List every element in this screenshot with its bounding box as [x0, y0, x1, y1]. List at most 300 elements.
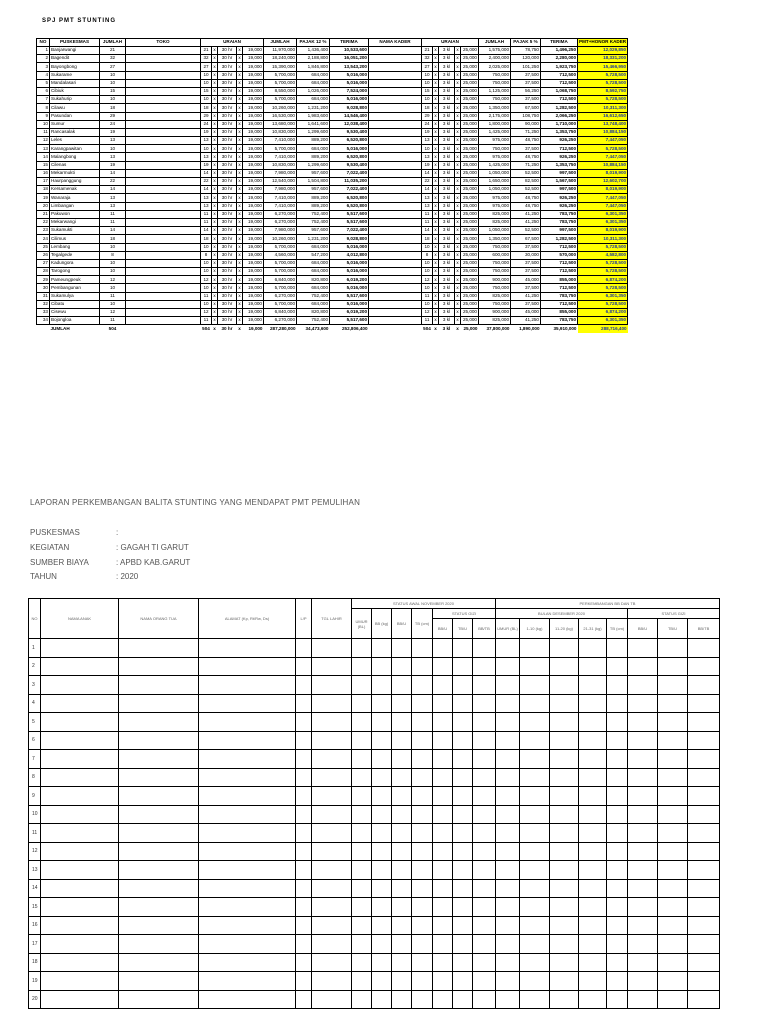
row-jumlah: 10 [100, 284, 126, 292]
report-cell [607, 990, 628, 1009]
row-jumlah: 32 [100, 55, 126, 63]
report-cell [607, 824, 628, 843]
report-cell [312, 990, 352, 1009]
report-cell [658, 713, 688, 732]
row-no: 13 [37, 145, 50, 153]
row-uraian-kader-part: x [455, 112, 461, 120]
table-row [37, 317, 628, 325]
row-puskesmas: Cilenas [50, 161, 100, 169]
report-cell [433, 676, 453, 695]
table-row [37, 259, 628, 267]
report-cell [520, 842, 550, 861]
row-uraian-part: 19 [201, 161, 212, 169]
row-uraian-kader-part: x [455, 96, 461, 104]
report-cell [312, 676, 352, 695]
report-cell [352, 972, 372, 991]
row-pmt-honor-kader: 8,019,900 [578, 227, 628, 235]
report-cell [392, 657, 412, 676]
report-cell [628, 824, 658, 843]
row-uraian-kader-part: 3 kl [439, 87, 455, 95]
report-cell [199, 990, 296, 1009]
report-cell [296, 990, 312, 1009]
report-cell [453, 824, 473, 843]
table-row [37, 55, 628, 63]
row-uraian-part: 10 [201, 284, 212, 292]
report-cell [312, 861, 352, 880]
report-cell [352, 639, 372, 658]
report-cell [473, 694, 496, 713]
row-nama-kader [369, 259, 422, 267]
row-nama-kader [369, 292, 422, 300]
report-cell [579, 861, 607, 880]
report-cell [41, 935, 119, 954]
row-uraian-part: x [237, 268, 243, 276]
row-uraian-part: 19,000 [243, 186, 264, 194]
info-value: : [116, 528, 119, 537]
row-toko [126, 153, 201, 161]
row-pajak-12: 684,000 [297, 284, 330, 292]
report-cell [312, 935, 352, 954]
report-cell [453, 861, 473, 880]
row-uraian-kader-part: 3 kl [439, 128, 455, 136]
report-cell [607, 657, 628, 676]
rcol-tbu-s: TB/U [453, 619, 473, 639]
row-jumlah-kader: 750,000 [479, 145, 511, 153]
row-uraian-part: 14 [201, 186, 212, 194]
row-puskesmas: Bayongbong [50, 63, 100, 71]
report-cell [453, 731, 473, 750]
report-cell [392, 750, 412, 769]
row-pajak-5: 52,500 [511, 186, 541, 194]
report-cell [352, 750, 372, 769]
row-uraian-part: 19,000 [243, 137, 264, 145]
row-jumlah-toko: 5,700,000 [264, 71, 297, 79]
row-pajak-5: 41,250 [511, 292, 541, 300]
row-uraian-kader-part: x [455, 276, 461, 284]
row-pajak-12: 820,800 [297, 276, 330, 284]
info-value: : GAGAH TI GARUT [116, 543, 189, 552]
row-uraian-kader-part: 25,000 [461, 55, 479, 63]
report-cell [453, 676, 473, 695]
table-row [37, 128, 628, 136]
report-cell [352, 694, 372, 713]
row-toko [126, 63, 201, 71]
row-uraian-part: 30 hr [218, 309, 237, 317]
report-cell [607, 750, 628, 769]
report-cell [296, 805, 312, 824]
report-cell [412, 694, 433, 713]
row-uraian-kader-part: 25,000 [461, 235, 479, 243]
row-pajak-5: 37,500 [511, 96, 541, 104]
row-uraian-part: 30 hr [218, 120, 237, 128]
report-cell [473, 676, 496, 695]
total-spacer [37, 325, 50, 333]
report-cell [628, 805, 658, 824]
row-toko [126, 120, 201, 128]
report-row-no: 6 [29, 731, 41, 750]
row-pajak-12: 889,200 [297, 202, 330, 210]
report-cell [372, 694, 392, 713]
row-uraian-kader-part: x [433, 309, 439, 317]
row-uraian-kader-part: 10 [422, 268, 433, 276]
row-uraian-kader-part: 25,000 [461, 79, 479, 87]
row-jumlah-toko: 6,270,000 [264, 292, 297, 300]
row-jumlah-kader: 975,000 [479, 137, 511, 145]
row-terima: 9,028,800 [330, 104, 369, 112]
report-cell [473, 972, 496, 991]
row-uraian-kader-part: 3 kl [439, 169, 455, 177]
row-uraian-part: x [237, 120, 243, 128]
row-pajak-5: 45,000 [511, 276, 541, 284]
row-jumlah-toko: 7,980,000 [264, 227, 297, 235]
row-terima: 5,517,600 [330, 317, 369, 325]
rcol-bb: BB (kg) [372, 609, 392, 639]
report-title: LAPORAN PERKEMBANGAN BALITA STUNTING YANG MENDAPAT PMT PEMULIHAN [30, 498, 361, 507]
row-pajak-5: 48,750 [511, 202, 541, 210]
rcol-bbtb-s: BB/TB [473, 619, 496, 639]
report-cell [579, 842, 607, 861]
row-uraian-part: 19,000 [243, 300, 264, 308]
row-pajak-12: 684,000 [297, 71, 330, 79]
total-uraian-part: x [238, 325, 241, 331]
spj-table [36, 38, 628, 333]
row-uraian-kader-part: x [433, 268, 439, 276]
report-cell [41, 990, 119, 1009]
row-jumlah-kader: 1,575,000 [479, 47, 511, 55]
report-cell [550, 694, 579, 713]
row-pajak-5: 67,500 [511, 235, 541, 243]
report-cell [520, 935, 550, 954]
row-terima: 10,533,600 [330, 47, 369, 55]
row-uraian-kader-part: 3 kl [439, 63, 455, 71]
row-jumlah: 13 [100, 194, 126, 202]
row-uraian-part: x [237, 137, 243, 145]
row-pmt-honor-kader: 5,728,500 [578, 259, 628, 267]
report-cell [496, 768, 520, 787]
report-cell [688, 787, 720, 806]
row-toko [126, 186, 201, 194]
total-jumlah: 504 [108, 325, 117, 331]
info-puskesmas [30, 528, 118, 537]
report-row-no: 20 [29, 990, 41, 1009]
report-cell [41, 879, 119, 898]
total-terima: 252,806,400 [341, 325, 368, 331]
row-uraian-part: x [212, 47, 218, 55]
row-uraian-kader-part: x [433, 227, 439, 235]
report-cell [550, 879, 579, 898]
report-row-no: 2 [29, 657, 41, 676]
report-row [29, 805, 720, 824]
row-pajak-12: 1,026,000 [297, 87, 330, 95]
report-cell [119, 898, 199, 917]
row-terima: 5,016,000 [330, 79, 369, 87]
row-uraian-part: 30 hr [218, 96, 237, 104]
row-uraian-part: x [237, 227, 243, 235]
row-terima: 5,517,600 [330, 292, 369, 300]
row-uraian-kader-part: 11 [422, 317, 433, 325]
row-pajak-12: 1,846,800 [297, 63, 330, 71]
row-jumlah-kader: 750,000 [479, 284, 511, 292]
report-cell [688, 731, 720, 750]
row-uraian-part: 14 [201, 169, 212, 177]
row-toko [126, 71, 201, 79]
row-uraian-kader-part: 25,000 [461, 300, 479, 308]
row-no: 10 [37, 120, 50, 128]
report-cell [372, 861, 392, 880]
row-jumlah: 18 [100, 235, 126, 243]
row-nama-kader [369, 194, 422, 202]
report-cell [312, 972, 352, 991]
table-row [37, 112, 628, 120]
report-cell [119, 713, 199, 732]
row-uraian-part: x [237, 284, 243, 292]
report-cell [607, 953, 628, 972]
report-cell [372, 898, 392, 917]
row-jumlah-kader: 1,050,000 [479, 227, 511, 235]
col-pajak-12: PAJAK 12 % [297, 39, 330, 47]
row-nama-kader [369, 96, 422, 104]
report-cell [41, 861, 119, 880]
row-uraian-part: 19,000 [243, 153, 264, 161]
row-pajak-12: 2,188,800 [297, 55, 330, 63]
row-uraian-kader-part: 3 kl [439, 284, 455, 292]
report-row-no: 1 [29, 639, 41, 658]
row-uraian-kader-part: x [433, 47, 439, 55]
report-cell [296, 750, 312, 769]
row-pmt-honor-kader: 6,301,350 [578, 292, 628, 300]
rcol-status-gizi-2: STATUS GIZI [628, 609, 720, 619]
report-table [28, 598, 720, 1009]
report-cell [658, 805, 688, 824]
row-uraian-part: 19,000 [243, 120, 264, 128]
report-cell [628, 657, 658, 676]
row-pmt-honor-kader: 5,728,500 [578, 300, 628, 308]
row-terima: 9,530,400 [330, 161, 369, 169]
report-cell [473, 657, 496, 676]
row-uraian-part: x [237, 243, 243, 251]
row-uraian-kader-part: x [433, 145, 439, 153]
report-cell [296, 731, 312, 750]
report-cell [119, 990, 199, 1009]
report-cell [296, 639, 312, 658]
row-pajak-12: 684,000 [297, 259, 330, 267]
report-cell [352, 861, 372, 880]
row-terima: 5,016,000 [330, 284, 369, 292]
row-jumlah-toko: 7,980,000 [264, 169, 297, 177]
report-cell [372, 768, 392, 787]
row-terima-kader: 712,500 [541, 259, 578, 267]
row-terima-kader: 712,500 [541, 284, 578, 292]
report-cell [199, 972, 296, 991]
row-uraian-part: 19 [201, 128, 212, 136]
report-cell [579, 935, 607, 954]
report-cell [520, 861, 550, 880]
row-toko [126, 137, 201, 145]
table-row [37, 194, 628, 202]
spj-header-row [37, 39, 628, 47]
report-cell [453, 713, 473, 732]
report-cell [607, 768, 628, 787]
report-cell [579, 657, 607, 676]
report-cell [199, 676, 296, 695]
report-row-no: 10 [29, 805, 41, 824]
report-row [29, 935, 720, 954]
row-pmt-honor-kader: 12,029,850 [578, 47, 628, 55]
row-no: 30 [37, 284, 50, 292]
report-cell [473, 787, 496, 806]
row-uraian-part: x [212, 268, 218, 276]
report-cell [579, 768, 607, 787]
row-no: 4 [37, 71, 50, 79]
row-uraian-part: x [212, 259, 218, 267]
row-puskesmas: Cibiuk [50, 87, 100, 95]
row-uraian-part: 19,000 [243, 178, 264, 186]
row-uraian-part: 11 [201, 292, 212, 300]
row-jumlah: 21 [100, 47, 126, 55]
row-toko [126, 96, 201, 104]
row-pajak-5: 120,000 [511, 55, 541, 63]
report-row-no: 7 [29, 750, 41, 769]
report-cell [658, 768, 688, 787]
report-cell [607, 694, 628, 713]
row-uraian-kader-part: x [455, 87, 461, 95]
report-cell [496, 694, 520, 713]
report-cell [41, 805, 119, 824]
report-cell [412, 676, 433, 695]
row-jumlah-kader: 750,000 [479, 259, 511, 267]
row-nama-kader [369, 47, 422, 55]
report-cell [433, 842, 453, 861]
report-row-no: 16 [29, 916, 41, 935]
row-jumlah: 12 [100, 276, 126, 284]
report-cell [473, 731, 496, 750]
report-cell [433, 990, 453, 1009]
report-cell [579, 731, 607, 750]
row-pajak-5: 37,500 [511, 79, 541, 87]
total-uraian-kader-part: 504 [423, 325, 431, 331]
row-uraian-kader-part: x [433, 55, 439, 63]
report-cell [433, 750, 453, 769]
total-uraian-kader-part: x [456, 325, 459, 331]
row-uraian-kader-part: 3 kl [439, 112, 455, 120]
row-pajak-12: 752,400 [297, 218, 330, 226]
report-cell [579, 898, 607, 917]
row-jumlah: 10 [100, 71, 126, 79]
row-terima-kader: 712,500 [541, 96, 578, 104]
table-row [37, 96, 628, 104]
row-pmt-honor-kader: 7,447,050 [578, 137, 628, 145]
row-nama-kader [369, 235, 422, 243]
row-pmt-honor-kader: 16,612,650 [578, 112, 628, 120]
row-uraian-part: 12 [201, 276, 212, 284]
row-uraian-part: 19,000 [243, 202, 264, 210]
row-uraian-kader-part: x [455, 194, 461, 202]
row-toko [126, 47, 201, 55]
report-cell [688, 953, 720, 972]
row-uraian-kader-part: 3 kl [439, 218, 455, 226]
row-uraian-part: x [237, 71, 243, 79]
report-cell [473, 861, 496, 880]
row-uraian-part: 19,000 [243, 227, 264, 235]
row-jumlah: 10 [100, 300, 126, 308]
report-cell [473, 935, 496, 954]
report-cell [520, 972, 550, 991]
row-uraian-part: 19,000 [243, 284, 264, 292]
rcol-d3: 21-31 (kg) [579, 619, 607, 639]
row-uraian-kader-part: x [433, 292, 439, 300]
row-puskesmas: Tarogong [50, 268, 100, 276]
row-toko [126, 251, 201, 259]
row-pajak-12: 684,000 [297, 79, 330, 87]
info-sumber-biaya [30, 558, 190, 567]
report-cell [119, 676, 199, 695]
row-nama-kader [369, 300, 422, 308]
report-cell [688, 972, 720, 991]
rcol-nama-anak: NAMA ANAK [41, 599, 119, 639]
report-cell [628, 731, 658, 750]
report-cell [312, 879, 352, 898]
row-pajak-12: 1,983,600 [297, 112, 330, 120]
report-cell [392, 861, 412, 880]
row-uraian-kader-part: 3 kl [439, 292, 455, 300]
row-pajak-5: 37,500 [511, 268, 541, 276]
row-pmt-honor-kader: 10,311,300 [578, 104, 628, 112]
col-jumlah-kader: JUMLAH [479, 39, 511, 47]
row-pajak-5: 37,500 [511, 300, 541, 308]
report-cell [520, 676, 550, 695]
row-uraian-kader-part: 3 kl [439, 317, 455, 325]
report-cell [550, 750, 579, 769]
row-pmt-honor-kader: 5,728,500 [578, 96, 628, 104]
report-cell [579, 713, 607, 732]
report-cell [412, 953, 433, 972]
row-pmt-honor-kader: 7,447,050 [578, 202, 628, 210]
report-cell [412, 750, 433, 769]
row-uraian-kader-part: 14 [422, 186, 433, 194]
report-cell [520, 824, 550, 843]
row-toko [126, 79, 201, 87]
report-cell [579, 990, 607, 1009]
row-uraian-part: 13 [201, 202, 212, 210]
report-cell [352, 953, 372, 972]
table-row [37, 227, 628, 235]
report-cell [433, 713, 453, 732]
report-cell [372, 787, 392, 806]
row-uraian-kader-part: 3 kl [439, 243, 455, 251]
row-terima: 14,546,400 [330, 112, 369, 120]
report-cell [372, 639, 392, 658]
row-no: 22 [37, 218, 50, 226]
report-cell [352, 768, 372, 787]
row-uraian-part: 30 hr [218, 87, 237, 95]
row-uraian-kader-part: 25,000 [461, 243, 479, 251]
row-jumlah-toko: 7,410,000 [264, 137, 297, 145]
row-uraian-kader-part: 24 [422, 120, 433, 128]
row-uraian-kader-part: 14 [422, 169, 433, 177]
report-cell [688, 805, 720, 824]
report-cell [372, 676, 392, 695]
row-uraian-part: 30 hr [218, 47, 237, 55]
report-cell [119, 972, 199, 991]
row-uraian-part: x [237, 251, 243, 259]
row-jumlah-toko: 7,410,000 [264, 194, 297, 202]
row-uraian-kader-part: x [455, 202, 461, 210]
row-pajak-5: 37,500 [511, 71, 541, 79]
report-cell [550, 639, 579, 658]
rcol-tgl-lahir: TGL LAHIR [312, 599, 352, 639]
report-cell [352, 935, 372, 954]
report-cell [372, 990, 392, 1009]
